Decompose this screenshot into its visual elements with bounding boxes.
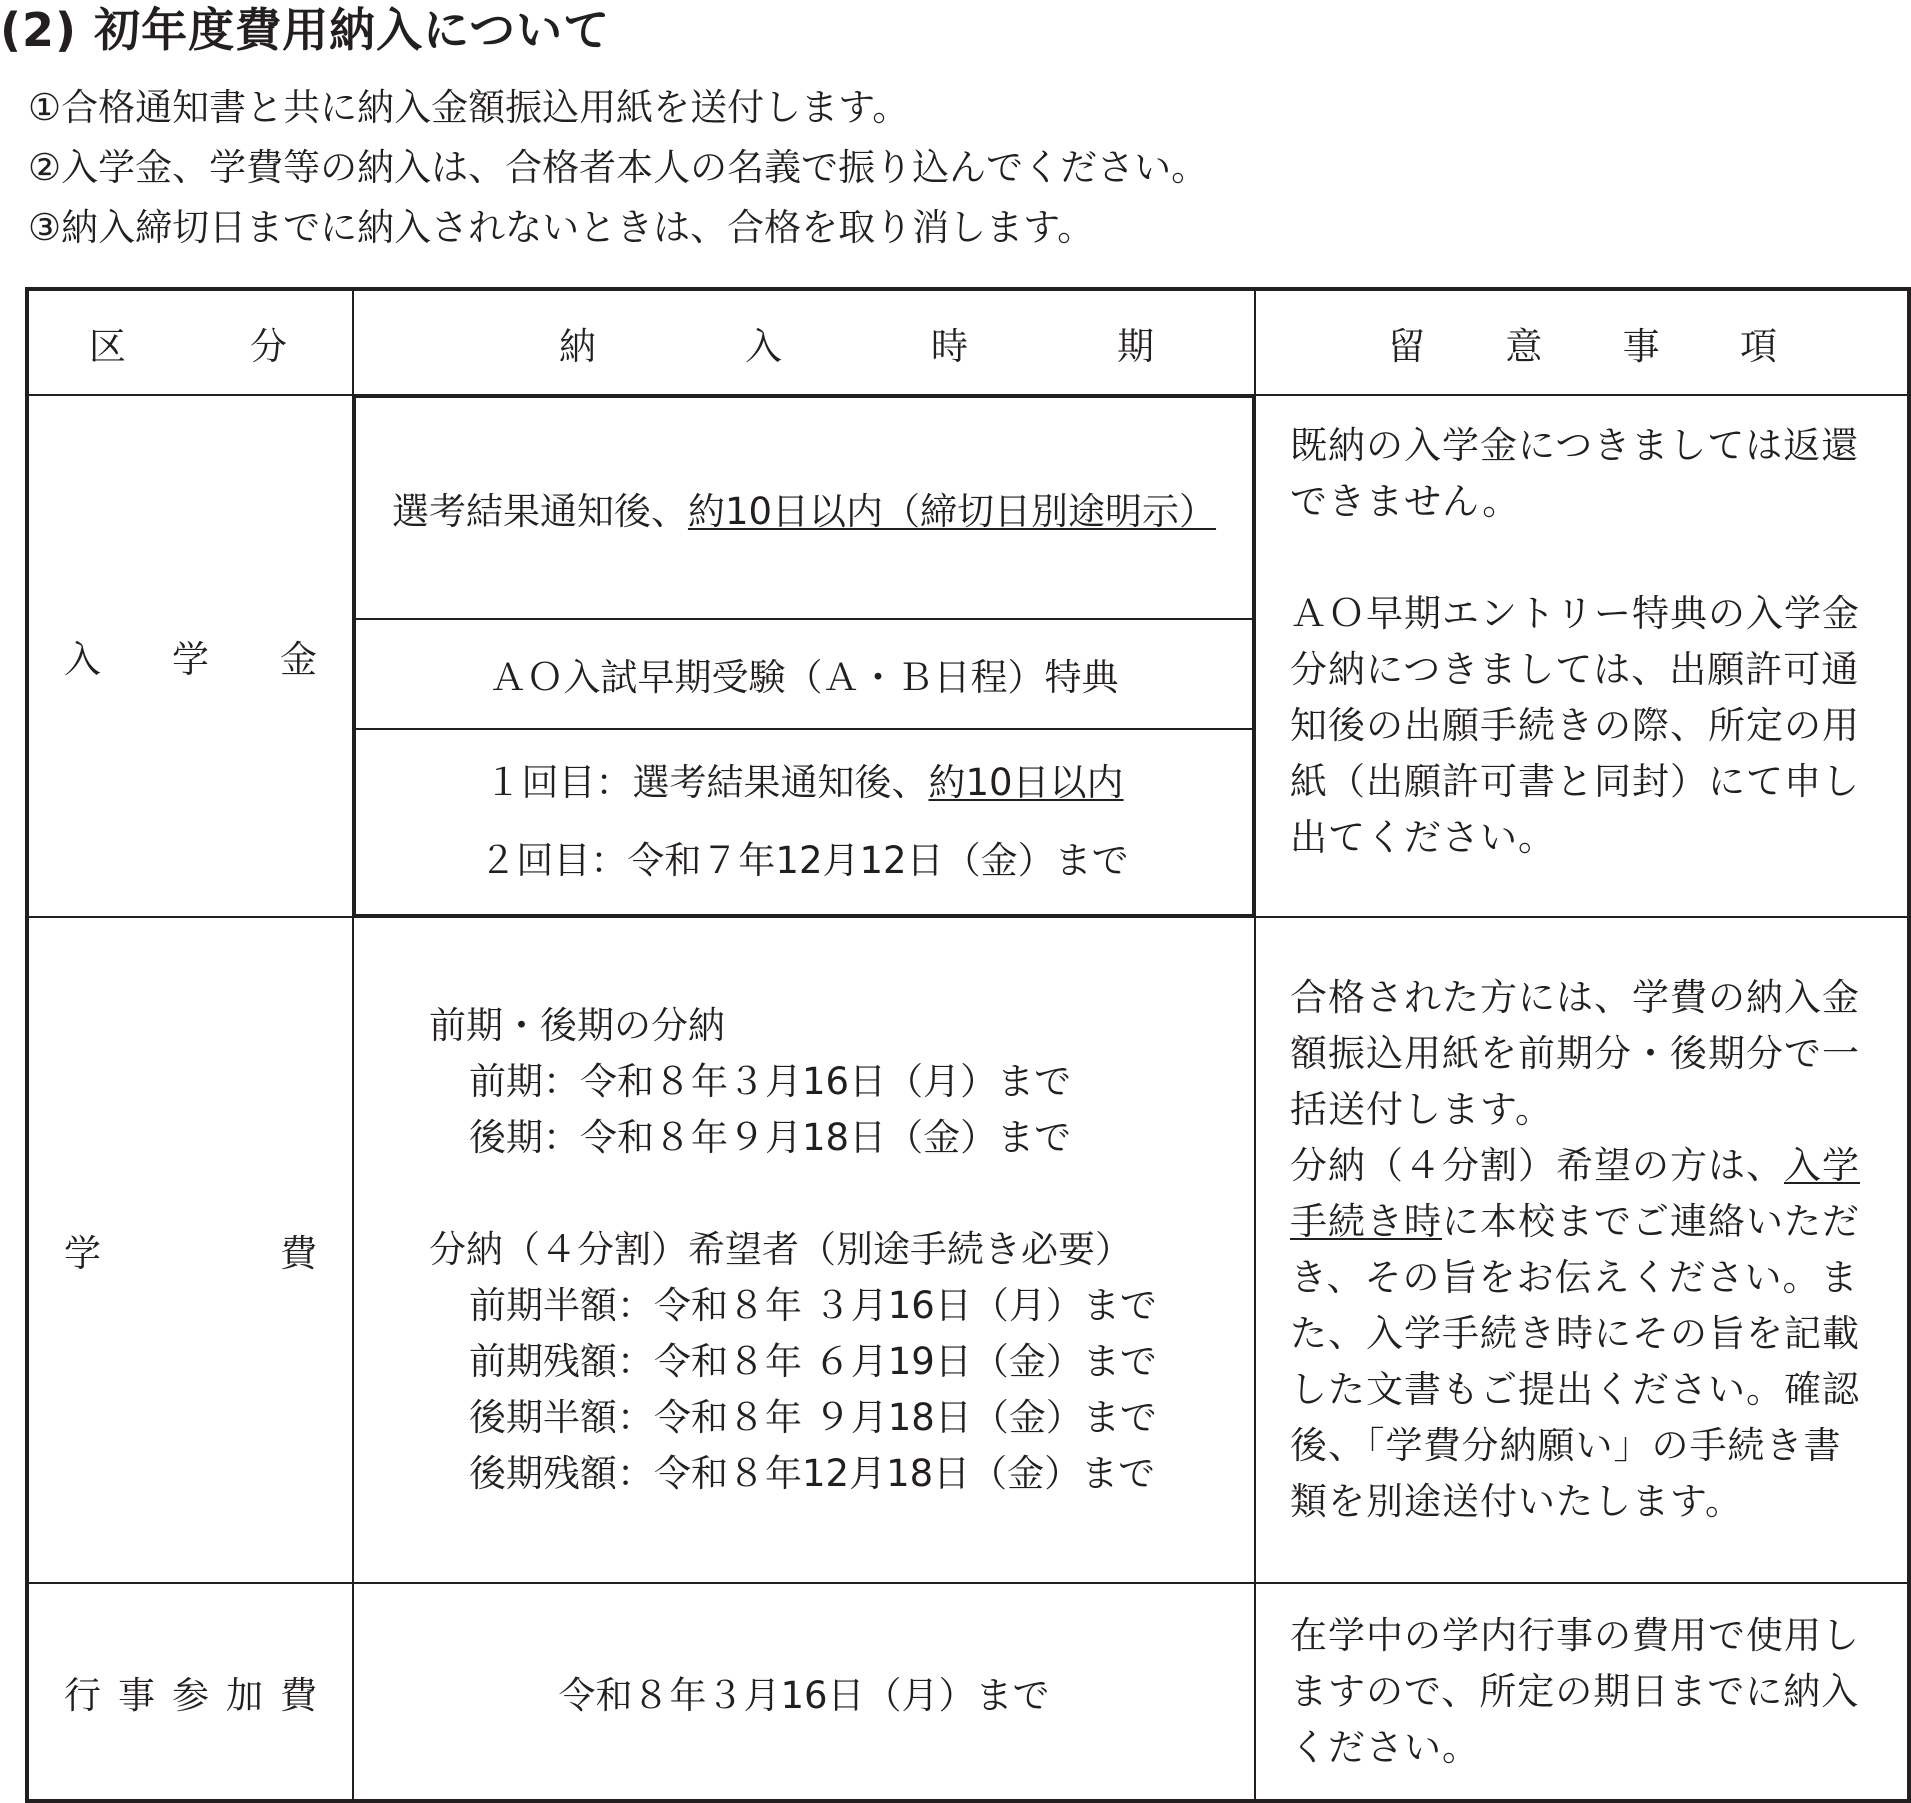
note-item: ③納入締切日までに納入されないときは、合格を取り消します。 [28,206,1095,249]
quarter-1: 前期半額：令和８年 ３月16日（月）まで [469,1284,1157,1327]
table-row-tuition [27,917,1909,1583]
header-char: 納 [559,324,596,368]
section-title: (2) 初年度費用納入について [0,3,611,57]
remarks-admission [1255,395,1909,917]
remarks-event [1255,1583,1909,1801]
remark-tuition-installment [1256,1138,1907,1530]
category-char: 行 [64,1673,101,1717]
header-char: 事 [1622,324,1660,368]
header-char: 時 [931,324,968,368]
table-header-row [27,289,1909,395]
header-char: 入 [745,324,782,368]
quarter-4: 後期残額：令和８年12月18日（金）まで [469,1452,1156,1495]
header-char: 区 [89,324,126,368]
quarter-2: 前期残額：令和８年 ６月19日（金）まで [469,1340,1157,1383]
general-deadline-underlined: 約10日以内（締切日別途明示） [687,490,1217,533]
header-period [353,289,1255,395]
period-event: 令和８年３月16日（月）まで [353,1583,1255,1801]
general-deadline-text: 選考結果通知後、 [391,490,688,533]
ao-first-text: １回目：選考結果通知後、 [484,761,929,804]
header-char: 期 [1117,324,1154,368]
quarter-title: 分納（４分割）希望者（別途手続き必要） [429,1228,1132,1271]
remarks-tuition [1255,917,1909,1583]
category-char: 加 [226,1673,263,1717]
header-char: 項 [1739,324,1777,368]
ao-heading: ＡＯ入試早期受験（Ａ・Ｂ日程）特典 [355,619,1253,729]
ao-first-underlined: 約10日以内 [928,761,1124,804]
remark-refund: 既納の入学金につきましては返還できません。 [1290,424,1860,523]
period-tuition [353,917,1255,1583]
category-char: 入 [64,638,101,681]
header-char: 留 [1388,324,1425,368]
split-title: 前期・後期の分納 [429,1004,725,1047]
remark-installment-suffix: に本校までご連絡いただき、その旨をお伝えください。また、入学手続き時にその旨を記載した文書もご提出ください。確認後、「学費分納願い」の手続き書類を別途送付いたします。 [1290,1200,1860,1523]
split-first: 前期：令和８年３月16日（月）まで [469,1060,1072,1103]
ao-installments [355,729,1253,915]
remark-installment-prefix: 分納（４分割）希望の方は、 [1290,1144,1784,1187]
note-item: ①合格通知書と共に納入金額振込用紙を送付します。 [28,86,910,129]
table-row-admission [27,395,1909,917]
category-char: 金 [280,638,317,681]
category-char: 事 [118,1673,155,1717]
header-remarks [1255,289,1909,395]
remark-installment-underlined: 入学手続き時 [1290,1144,1860,1243]
category-char: 参 [172,1673,209,1717]
category-char: 費 [280,1232,317,1275]
category-admission [27,395,353,917]
note-item: ②入学金、学費等の納入は、合格者本人の名義で振り込んでください。 [28,146,1209,189]
header-char: 意 [1505,324,1543,368]
fee-table [25,287,1911,1803]
quarter-3: 後期半額：令和８年 ９月18日（金）まで [469,1396,1157,1439]
category-event [27,1583,353,1801]
period-admission [353,395,1255,917]
header-char: 分 [250,324,287,368]
notes-list [28,78,1208,258]
category-char: 学 [172,638,209,681]
table-row-event [27,1583,1909,1801]
remark-tuition-bulk: 合格された方には、学費の納入金額振込用紙を前期分・後期分で一括送付します。 [1290,976,1860,1131]
split-second: 後期：令和８年９月18日（金）まで [469,1116,1072,1159]
header-category [27,289,353,395]
category-char: 学 [64,1232,101,1275]
ao-first [356,744,1252,822]
remark-ao-installment: ＡＯ早期エントリー特典の入学金分納につきましては、出願許可通知後の出願手続きの際、所定の用紙（出願許可書と同封）にて申し出てください。 [1290,592,1860,859]
general-deadline [355,397,1253,619]
tuition-schedule [354,998,1254,1502]
category-char: 費 [280,1673,317,1717]
admission-period-subtable [354,396,1254,916]
ao-second: ２回目：令和７年12月12日（金）まで [479,839,1129,882]
remark-event: 在学中の学内行事の費用で使用しますので、所定の期日までに納入ください。 [1290,1613,1860,1769]
category-tuition [27,917,353,1583]
